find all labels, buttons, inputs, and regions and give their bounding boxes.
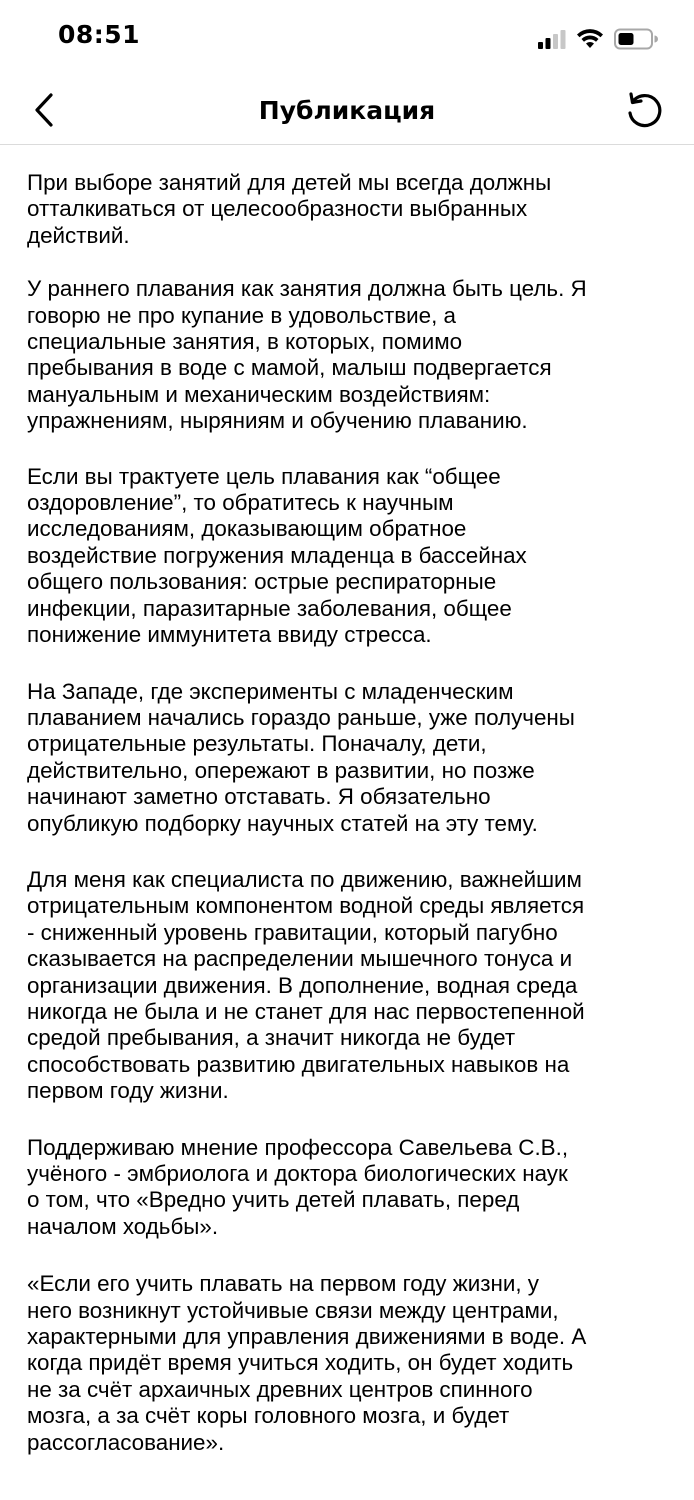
- post-paragraph: На Западе, где эксперименты с младенческим плаванием начались гораздо раньше, уже получены отрицательные результаты. Поначалу, дети, действительно, опережают в развитии, но позже начинают заметно отставать. Я обязательно опубликую подборку научных статей на эту тему.: [27, 678, 575, 836]
- navigation-bar: [0, 78, 694, 145]
- status-bar: [0, 0, 694, 78]
- post-paragraph: Если вы трактуете цель плавания как “общее оздоровление”, то обратитесь к научным исследованиям, доказывающим обратное воздействие погружения младенца в бассейнах общего пользования: острые респираторные инфекции, паразитарные заболевания, общее понижение иммунитета ввиду стресса.: [27, 463, 527, 648]
- post-paragraph: У раннего плавания как занятия должна быть цель. Я говорю не про купание в удовольствие, а специальные занятия, в которых, помимо пребывания в воде с мамой, малыш подвергается мануальным и механическим воздействиям: упражнениям, ныряниям и обучению плаванию.: [27, 276, 587, 434]
- post-paragraph: Поддерживаю мнение профессора Савельева С.В., учёного - эмбриолога и доктора биологических наук о том, что «Вредно учить детей плавать, перед началом ходьбы».: [27, 1134, 569, 1239]
- post-paragraph: «Если его учить плавать на первом году жизни, у него возникнут устойчивые связи между центрами, характерными для управления движениями в воде. А когда придёт время учиться ходить, он будет ходить не за счёт архаичных древних центров спинного мозга, а за счёт коры головного мозга, и будет рассогласование».: [27, 1271, 587, 1455]
- refresh-button[interactable]: [620, 86, 668, 134]
- post-paragraph: При выборе занятий для детей мы всегда должны отталкиваться от целесообразности выбранных действий.: [27, 170, 552, 248]
- refresh-icon: [624, 90, 664, 130]
- post-paragraph: Для меня как специалиста по движению, важнейшим отрицательным компонентом водной среды является - сниженный уровень гравитации, который пагубно сказывается на распределении мышечного тонуса и организации движения. В дополнение, водная среда никогда не была и не станет для нас первостепенной средой пребывания, а значит никогда не будет способствовать развитию двигательных навыков на первом году жизни.: [27, 866, 585, 1104]
- battery-icon: [614, 28, 658, 50]
- cellular-signal-icon: [538, 29, 566, 49]
- page-title: Публикация: [258, 96, 436, 125]
- wifi-icon: [576, 28, 604, 50]
- status-icons: [538, 24, 658, 54]
- post-content: [27, 170, 672, 1483]
- status-time: 08:51: [58, 20, 141, 49]
